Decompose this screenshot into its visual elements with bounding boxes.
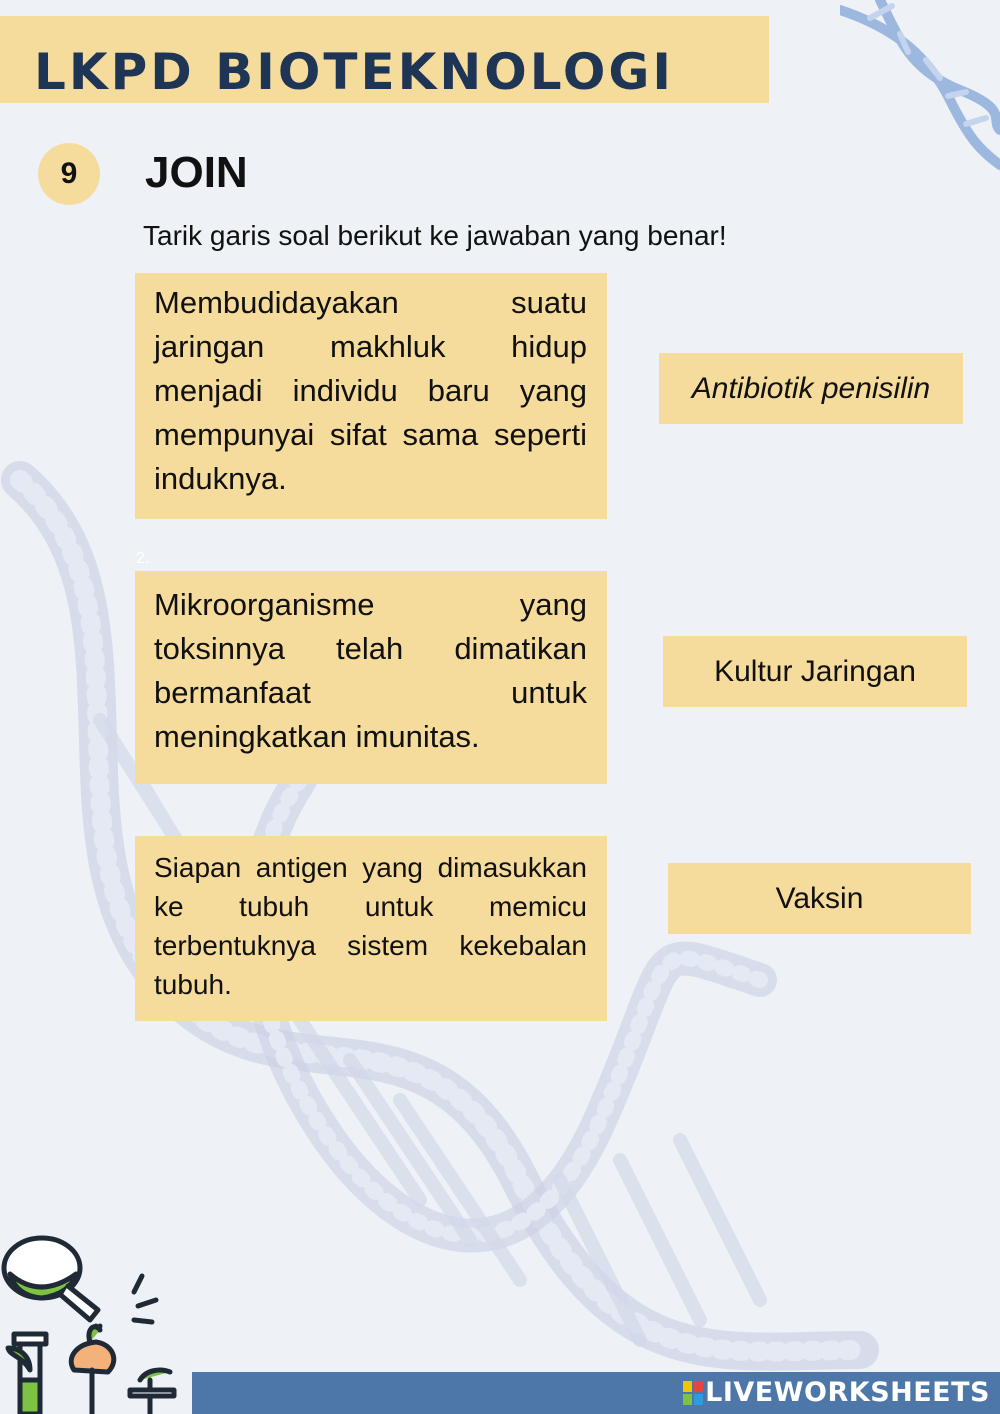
answer-box-antibiotik[interactable]: Antibiotik penisilin (659, 353, 963, 424)
answer-box-vaksin[interactable]: Vaksin (668, 863, 971, 934)
question-text-1: Membudidayakan suatu jaringan makhluk hidup menjadi individu baru yang mempunyai sifat sama seperti induknya. (154, 285, 587, 496)
question-box-1[interactable] (135, 273, 607, 519)
answer-box-kultur-jaringan[interactable]: Kultur Jaringan (663, 636, 967, 707)
lab-flask-plants-image (0, 1230, 190, 1414)
question-box-3[interactable] (135, 836, 607, 1021)
title-banner (0, 16, 769, 103)
footer-bar (192, 1372, 1000, 1414)
page-title: LKPD BIOTEKNOLOGI (34, 43, 674, 101)
instruction-text: Tarik garis soal berikut ke jawaban yang benar! (143, 220, 727, 251)
question-text-2: Mikroorganisme yang toksinnya telah dimatikan bermanfaat untuk meningkatkan imunitas. (154, 587, 587, 754)
section-title: JOIN (145, 148, 248, 197)
question-box-2[interactable] (135, 571, 607, 784)
question-text-3: Siapan antigen yang dimasukkan ke tubuh untuk memicu terbentuknya sistem kekebalan tubuh. (154, 852, 587, 1000)
dna-corner-image (840, 0, 1000, 170)
brand-text: LIVEWORKSHEETS (705, 1377, 990, 1408)
question-number-label-2: 2. (136, 550, 150, 567)
section-number-badge: 9 (38, 143, 100, 205)
liveworksheets-brand[interactable] (683, 1376, 990, 1410)
liveworksheets-logo-icon (683, 1381, 703, 1405)
